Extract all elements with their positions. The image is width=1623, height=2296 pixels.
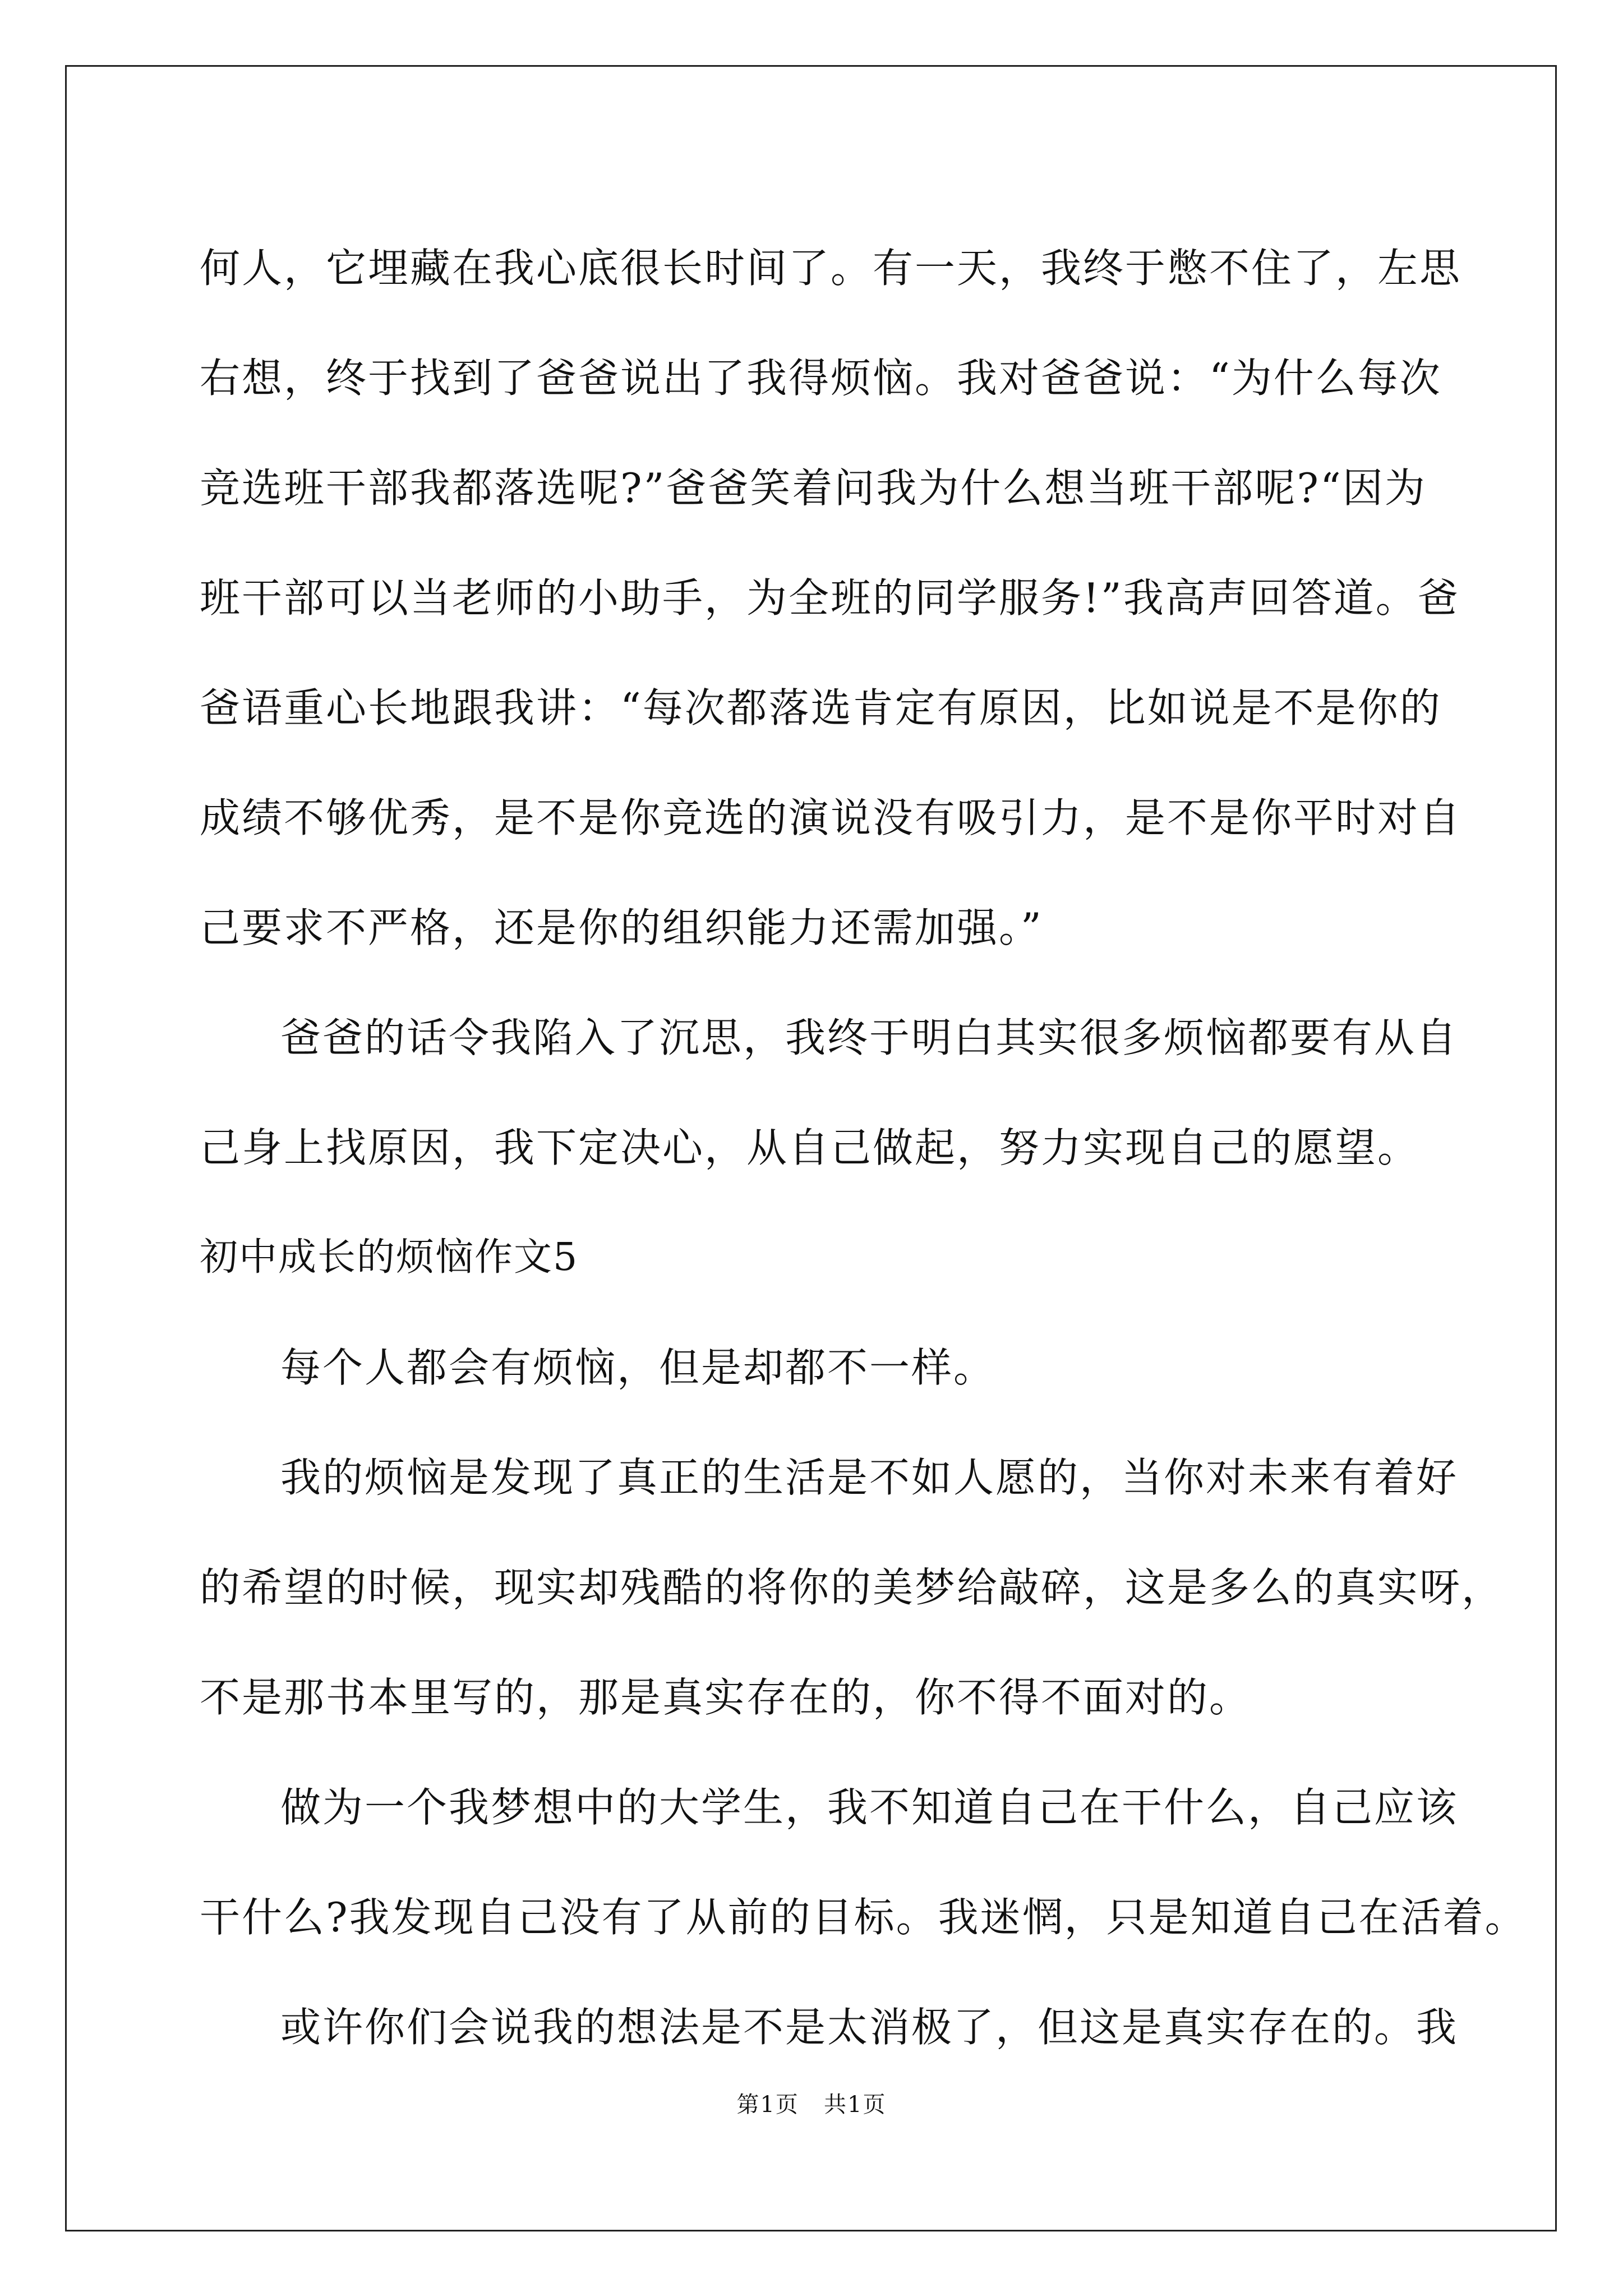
- paragraph-start-line: 我的烦恼是发现了真正的生活是不如人愿的，当你对未来有着好: [280, 1454, 1459, 1501]
- text-line: 不是那书本里写的，那是真实存在的，你不得不面对的。: [200, 1674, 1252, 1721]
- text-line: 竞选班干部我都落选呢?”爸爸笑着问我为什么想当班干部呢?“因为: [200, 464, 1427, 512]
- text-line: 成绩不够优秀，是不是你竞选的演说没有吸引力，是不是你平时对自: [200, 794, 1462, 841]
- page-number-footer: 第1页 共1页: [736, 2092, 887, 2118]
- text-line: 己要求不严格，还是你的组织能力还需加强。”: [200, 904, 1043, 951]
- text-line: 己身上找原因，我下定决心，从自己做起，努力实现自己的愿望。: [200, 1124, 1420, 1171]
- text-line: 右想，终于找到了爸爸说出了我得烦恼。我对爸爸说：“为什么每次: [200, 355, 1442, 402]
- paragraph-start-line: 做为一个我梦想中的大学生，我不知道自己在干什么，自己应该: [280, 1784, 1459, 1831]
- paragraph-start-line: 或许你们会说我的想法是不是太消极了，但这是真实存在的。我: [280, 2004, 1459, 2051]
- text-line: 的希望的时候，现实却残酷的将你的美梦给敲碎，这是多么的真实呀，: [200, 1564, 1504, 1611]
- paragraph-start-line: 爸爸的话令我陷入了沉思，我终于明白其实很多烦恼都要有从自: [280, 1014, 1459, 1061]
- document-body: [200, 213, 1527, 2082]
- text-line: 何人，它埋藏在我心底很长时间了。有一天，我终于憋不住了，左思: [200, 245, 1462, 292]
- text-line: 干什么?我发现自己没有了从前的目标。我迷惘，只是知道自己在活着。: [200, 1894, 1527, 1941]
- paragraph-start-line: 每个人都会有烦恼，但是却都不一样。: [280, 1344, 996, 1391]
- text-line: 爸语重心长地跟我讲：“每次都落选肯定有原因，比如说是不是你的: [200, 684, 1442, 731]
- text-line: 班干部可以当老师的小助手，为全班的同学服务!”我高声回答道。爸: [200, 574, 1460, 622]
- section-heading: 初中成长的烦恼作文5: [200, 1235, 579, 1280]
